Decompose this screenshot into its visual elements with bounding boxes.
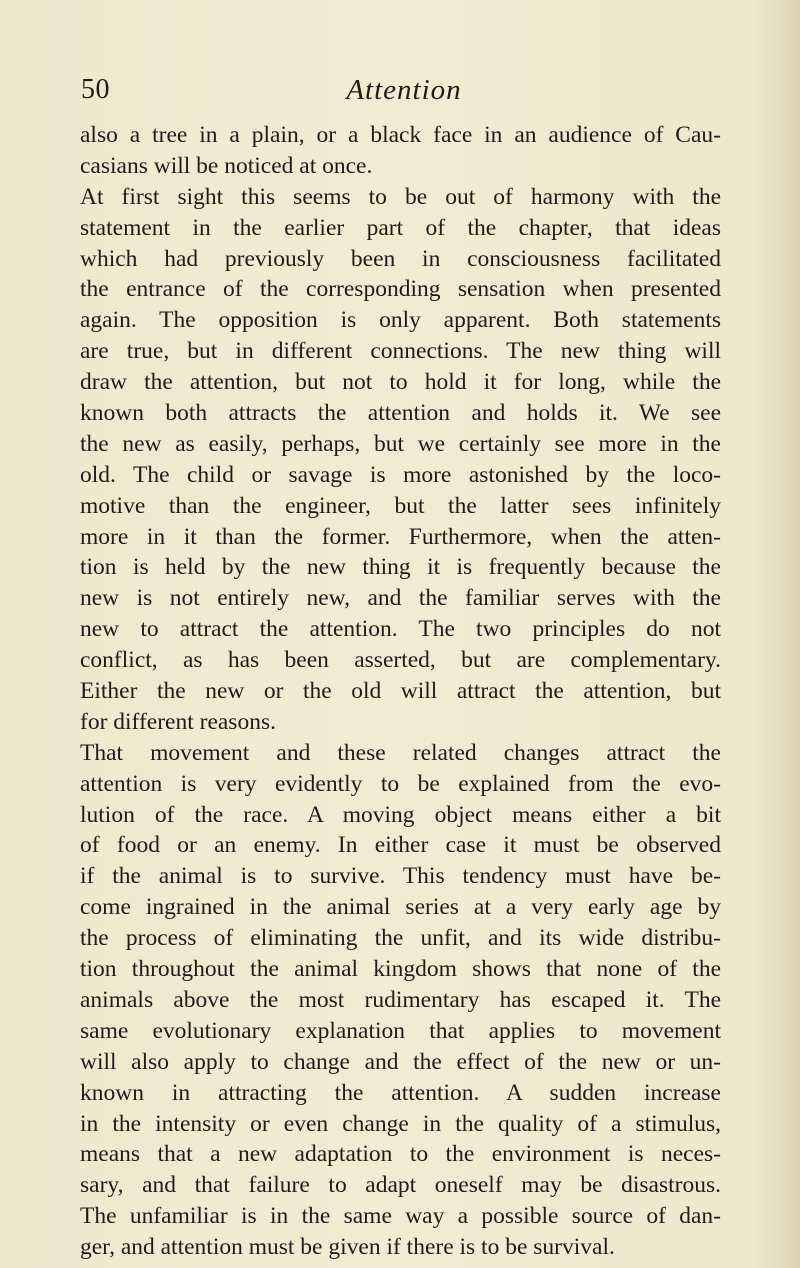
- text-line: come ingrained in the animal series at a very early age by: [80, 894, 721, 921]
- text-line: of food or an enemy. In either case it must be observed: [80, 832, 721, 859]
- text-line: known in attracting the attention. A sudden increase: [80, 1079, 721, 1106]
- text-line: The unfamiliar is in the same way a possible source of dan-: [80, 1203, 721, 1230]
- text-line: which had previously been in consciousness facilitated: [80, 245, 721, 272]
- text-line: new to attract the attention. The two principles do not: [80, 616, 721, 643]
- text-line: tion is held by the new thing it is frequently because the: [80, 554, 721, 581]
- text-line: in the intensity or even change in the quality of a stimulus,: [80, 1110, 721, 1137]
- text-line: also a tree in a plain, or a black face in an audience of Cau-: [80, 122, 721, 148]
- text-line: That movement and these related changes attract the: [80, 739, 721, 766]
- text-line: will also apply to change and the effect of the new or un-: [80, 1048, 721, 1075]
- page-header: [80, 70, 720, 110]
- text-line: the entrance of the corresponding sensation when presented: [80, 276, 721, 303]
- text-line: are true, but in different connections. The new thing will: [80, 338, 721, 365]
- text-line: same evolutionary explanation that applies to movement: [80, 1017, 721, 1044]
- text-line: sary, and that failure to adapt oneself may be disastrous.: [80, 1172, 721, 1199]
- text-line: motive than the engineer, but the latter sees infinitely: [80, 492, 721, 519]
- text-line: means that a new adaptation to the environment is neces-: [80, 1141, 721, 1168]
- text-line: draw the attention, but not to hold it for long, while the: [80, 369, 721, 396]
- text-line: animals above the most rudimentary has escaped it. The: [80, 986, 721, 1013]
- text-line: known both attracts the attention and holds it. We see: [80, 400, 721, 427]
- text-line: the process of eliminating the unfit, and its wide distribu-: [80, 925, 721, 952]
- text-line: new is not entirely new, and the familiar serves with the: [80, 585, 721, 612]
- page-number: 50: [81, 74, 110, 105]
- text-line: again. The opposition is only apparent. Both statements: [80, 307, 721, 334]
- text-line: lution of the race. A moving object means either a bit: [80, 801, 721, 828]
- text-line: if the animal is to survive. This tendency must have be-: [80, 863, 721, 890]
- running-title: Attention: [346, 74, 462, 106]
- text-line: the new as easily, perhaps, but we certainly see more in the: [80, 430, 721, 457]
- text-line: conflict, as has been asserted, but are complementary.: [80, 647, 721, 674]
- text-line: old. The child or savage is more astonished by the loco-: [80, 461, 721, 488]
- text-line: for different reasons.: [80, 708, 276, 735]
- text-line: more in it than the former. Furthermore, when the atten-: [80, 523, 721, 550]
- text-line: Either the new or the old will attract the attention, but: [80, 678, 721, 705]
- text-line: tion throughout the animal kingdom shows that none of the: [80, 956, 721, 983]
- text-line: ger, and attention must be given if there is to be survival.: [80, 1234, 615, 1261]
- text-line: casians will be noticed at once.: [80, 152, 373, 179]
- text-line: statement in the earlier part of the chapter, that ideas: [80, 214, 721, 241]
- body-text: [80, 120, 721, 1263]
- text-line: attention is very evidently to be explained from the evo-: [80, 770, 721, 797]
- text-line: At first sight this seems to be out of harmony with the: [80, 183, 721, 210]
